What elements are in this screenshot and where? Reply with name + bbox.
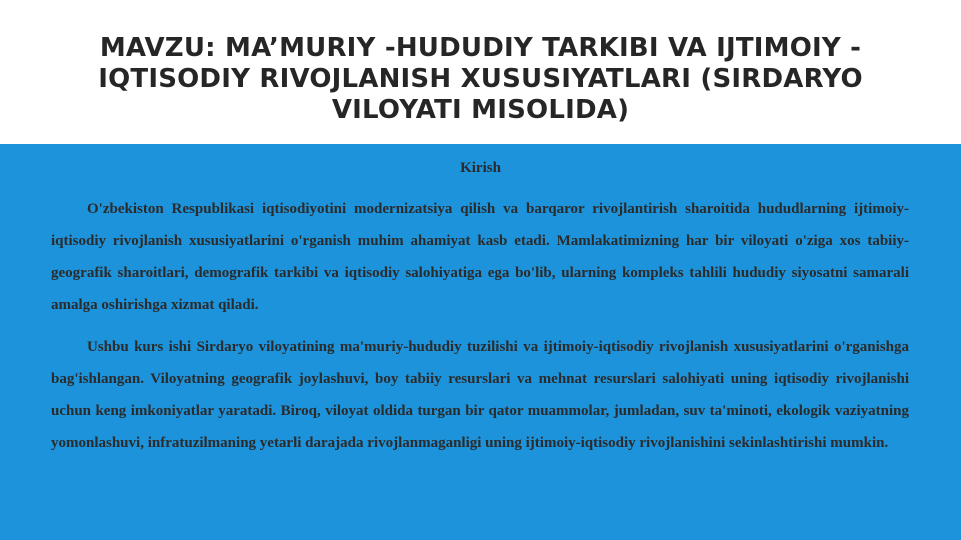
section-heading: Kirish xyxy=(460,160,501,176)
content-panel xyxy=(0,144,961,540)
paragraph-1: O'zbekiston Respublikasi iqtisodiyotini modernizatsiya qilish va barqaror rivojlantirish sharoitida hududlarning ijtimoiy-iqtisodiy rivojlanish xususiyatlarini o'rganish muhim ahamiyat kasb etadi. Mamlakatimizning har bir viloyati o'ziga xos tabiiy-geografik sharoitlari, demografik tarkibi va iqtisodiy salohiyatiga ega bo'lib, ularning kompleks tahlili hududiy siyosatni samarali amalga oshirishga xizmat qiladi. xyxy=(51,201,909,313)
title-header xyxy=(0,14,961,144)
paragraph-2: Ushbu kurs ishi Sirdaryo viloyatining ma'muriy-hududiy tuzilishi va ijtimoiy-iqtisodiy rivojlanish xususiyatlarini o'rganishga bag'ishlangan. Viloyatning geografik joylashuvi, boy tabiiy resurslari va mehnat resurslari salohiyati uning iqtisodiy rivojlanishi uchun keng imkoniyatlar yaratadi. Biroq, viloyat oldida turgan bir qator muammolar, jumladan, suv ta'minoti, ekologik vaziyatning yomonlashuvi, infratuzilmaning yetarli darajada rivojlanmaganligi uning ijtimoiy-iqtisodiy rivojlanishini sekinlashtirishi mumkin. xyxy=(51,339,909,451)
slide-title: MAVZU: MA’MURIY -HUDUDIY TARKIBI VA IJTIMOIY -IQTISODIY RIVOJLANISH XUSUSIYATLARI (SIRDARYO VILOYATI MISOLIDA) xyxy=(98,32,863,125)
